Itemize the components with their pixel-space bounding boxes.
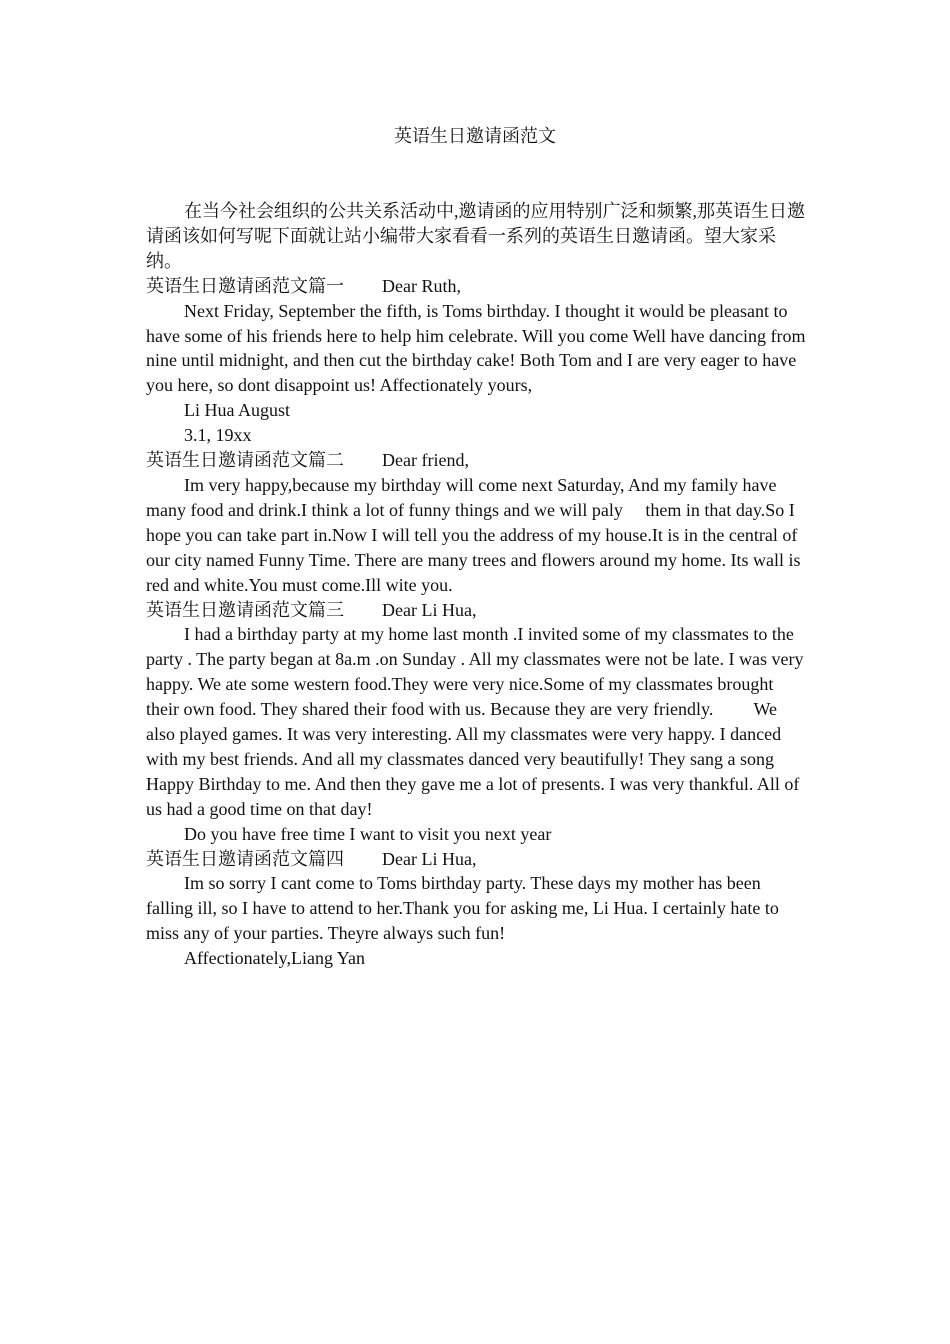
section-heading-3 — [146, 598, 808, 623]
section-heading-4 — [146, 847, 808, 872]
section-title: 英语生日邀请函范文篇一 — [146, 275, 344, 296]
section-heading-2 — [146, 448, 808, 473]
section-title: 英语生日邀请函范文篇四 — [146, 848, 344, 869]
document-title: 英语生日邀请函范文 — [394, 126, 556, 146]
salutation: Dear Li Hua, — [382, 599, 477, 620]
section-title: 英语生日邀请函范文篇三 — [146, 599, 344, 620]
letter-date: 3.1, 19xx — [184, 425, 252, 446]
letter-closing: Do you have free time I want to visit you next year — [184, 823, 552, 844]
letter-signature: Affectionately,Liang Yan — [184, 948, 365, 969]
letter-paragraph: Next Friday, September the fifth, is Toms birthday. I thought it would be pleasant to have some of his friends here to help him celebrate. Will you come Well have dancing from nine until midnight, and then cut the birthday cake! Both Tom and I are very eager to have you here, so dont disappoint us! Affectionately yours, — [146, 300, 806, 396]
salutation: Dear friend, — [382, 450, 469, 471]
section-heading-1 — [146, 274, 808, 299]
salutation: Dear Li Hua, — [382, 848, 477, 869]
salutation: Dear Ruth, — [382, 275, 461, 296]
letter-paragraph: I had a birthday party at my home last month .I invited some of my classmates to the party . The party began at 8a.m .on Sunday . All my classmates were not be late. I was very happy. We ate some western food.They were very nice.Some of my classmates brought their own food. They shared their food with us. Because they are very friendly. We also played games. It was very interesting. All my classmates were very happy. I danced with my best friends. And all my classmates danced very beautifully! They sang a song Happy Birthday to me. And then they gave me a lot of presents. I was very thankful. All of us had a good time on that day! — [146, 624, 808, 819]
section-title: 英语生日邀请函范文篇二 — [146, 450, 344, 471]
letter-paragraph: Im so sorry I cant come to Toms birthday party. These days my mother has been falling ill, so I have to attend to her.Thank you for asking me, Li Hua. I certainly hate to miss any of your parties. Theyre always such fun! — [146, 873, 779, 944]
document-body — [146, 199, 808, 971]
intro-paragraph: 在当今社会组织的公共关系活动中,邀请函的应用特别广泛和频繁,那英语生日邀请函该如何写呢下面就让站小编带大家看看一系列的英语生日邀请函。望大家采纳。 — [146, 201, 805, 271]
letter-paragraph: Im very happy,because my birthday will come next Saturday, And my family have many food and drink.I think a lot of funny things and we will paly them in that day.So I hope you can take part in.Now I will tell you the address of my house.It is in the central of our city named Funny Time. There are many trees and flowers around my home. Its wall is red and white.You must come.Ill wite you. — [146, 474, 806, 595]
letter-signature: Li Hua August — [184, 400, 290, 421]
